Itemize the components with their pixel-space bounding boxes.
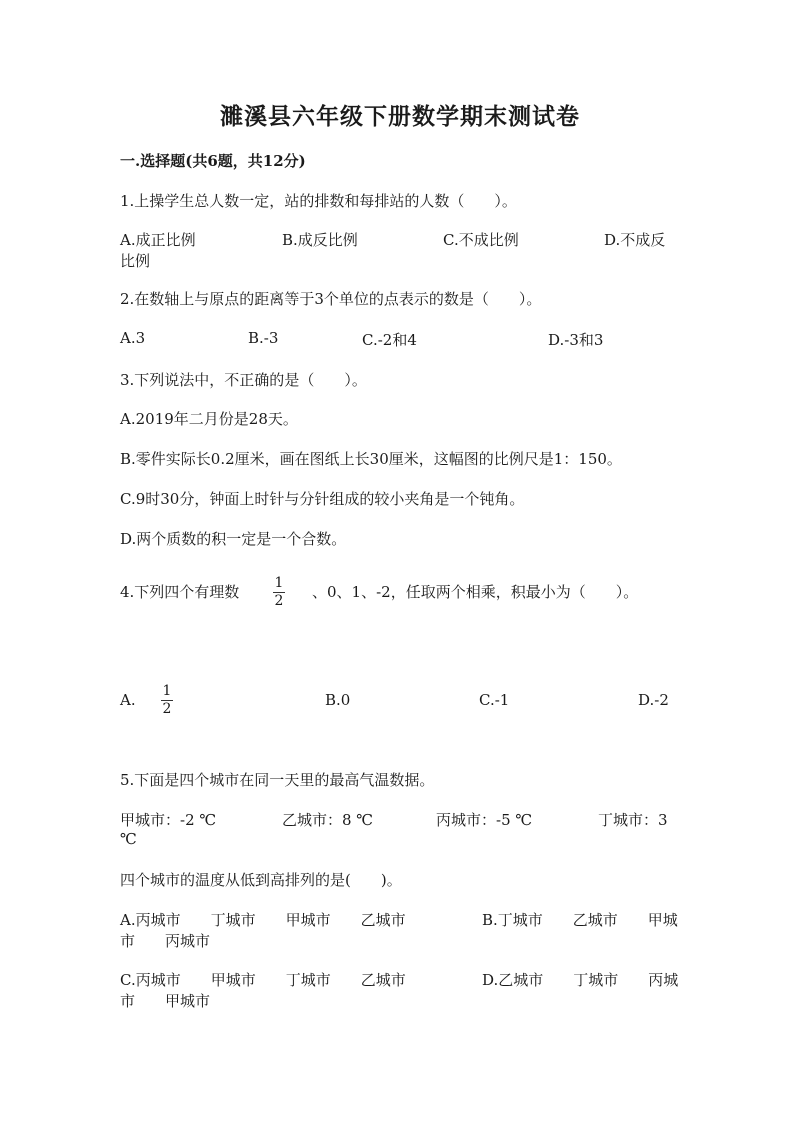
question-2-option-a[interactable]: A.3 [120,329,146,347]
section-header: 一.选择题(共6题，共12分) [120,152,306,170]
question-1-option-b[interactable]: B.成反比例 [282,231,358,249]
question-1-option-a[interactable]: A.成正比例 [120,231,196,249]
question-1-option-c[interactable]: C.不成比例 [443,231,519,249]
question-5-sub-stem: 四个城市的温度从低到高排列的是( )。 [120,871,402,889]
question-5-option-c[interactable]: C.丙城市 甲城市 丁城市 乙城市 [120,971,406,989]
question-4-option-d[interactable]: D.-2 [638,691,669,709]
city-bing-temperature: 丙城市：-5 ℃ [436,811,533,829]
city-yi-temperature: 乙城市：8 ℃ [282,811,374,829]
question-4-stem-prefix: 4.下列四个有理数 [120,583,240,601]
question-2-option-c[interactable]: C.-2和4 [362,331,417,349]
question-2-option-d[interactable]: D.-3和3 [548,331,604,349]
question-4-stem-suffix: 、0、1、-2，任取两个相乘，积最小为（ ）。 [312,583,639,601]
question-5-option-b[interactable]: B.丁城市 乙城市 甲城 [482,911,678,929]
city-ding-temperature-unit: ℃ [120,830,137,848]
fraction-denominator: 2 [162,701,172,717]
question-5-option-a[interactable]: A.丙城市 丁城市 甲城市 乙城市 [120,911,406,929]
fraction-numerator: 1 [162,683,172,699]
question-1-option-d-continued: 比例 [120,252,151,270]
question-3-stem: 3.下列说法中，不正确的是（ ）。 [120,371,367,389]
fraction-denominator: 2 [274,593,284,609]
question-5-option-b-continued: 市 丙城市 [120,932,211,950]
city-jia-temperature: 甲城市：-2 ℃ [120,811,217,829]
question-3-option-a[interactable]: A.2019年二月份是28天。 [120,410,298,428]
question-4-fraction [273,576,285,609]
question-2-stem: 2.在数轴上与原点的距离等于3个单位的点表示的数是（ ）。 [120,290,542,308]
question-1-option-d[interactable]: D.不成反 [604,231,666,249]
question-3-option-c[interactable]: C.9时30分，钟面上时针与分针组成的较小夹角是一个钝角。 [120,490,525,508]
question-4-option-b[interactable]: B.0 [325,691,351,709]
city-ding-temperature: 丁城市：3 [598,811,668,829]
question-5-stem: 5.下面是四个城市在同一天里的最高气温数据。 [120,771,435,789]
fraction-numerator: 1 [274,575,284,591]
question-4-option-c[interactable]: C.-1 [479,691,510,709]
page-title: 濉溪县六年级下册数学期末测试卷 [220,103,580,130]
question-5-option-d[interactable]: D.乙城市 丁城市 丙城 [482,971,679,989]
question-2-option-b[interactable]: B.-3 [248,329,279,347]
question-3-option-d[interactable]: D.两个质数的积一定是一个合数。 [120,530,347,548]
question-5-option-d-continued: 市 甲城市 [120,992,211,1010]
question-4-option-a[interactable]: A. [120,691,136,709]
question-3-option-b[interactable]: B.零件实际长0.2厘米，画在图纸上长30厘米，这幅图的比例尺是1：150。 [120,450,622,468]
question-1-stem: 1.上操学生总人数一定，站的排数和每排站的人数（ ）。 [120,192,517,210]
question-4-option-a-fraction [161,684,173,717]
